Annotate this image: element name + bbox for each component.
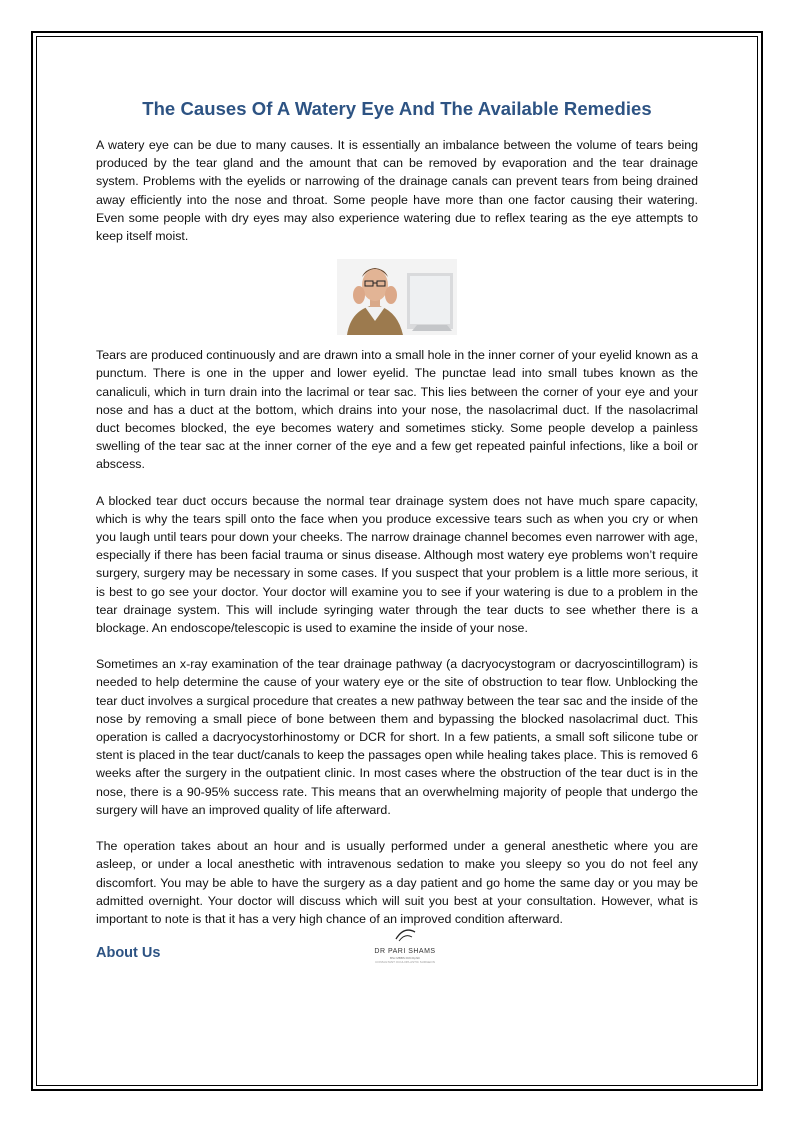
- clinic-logo: [368, 928, 442, 964]
- about-us-heading: About Us: [96, 945, 161, 962]
- paragraph-blocked-duct: A blocked tear duct occurs because the normal tear drainage system does not have much spare capacity, which is why the tears spill onto the face when you produce excessive tears such as when you cry or when you laugh until tears pour down your cheeks. The narrow drainage channel becomes even narrower with age, especially if there has been facial trauma or sinus disease. Although most watery eye problems won’t require surgery, surgery may be necessary in some cases. If you suspect that your problem is a little more serious, it is best to go see your doctor. Your doctor will examine you to see if your watering is due to a problem in the tear drainage system. This will include syringing water through the tear ducts to see whether there is a blockage. An endoscope/telescopic is used to examine the inside of your nose.: [96, 493, 698, 636]
- paragraph-operation: The operation takes about an hour and is usually performed under a general anesthetic where you are asleep, or under a local anesthetic with intravenous sedation to make you sleepy so you do not feel any discomfort. You may be able to have the surgery as a day patient and go home the same day or you may be admitted overnight. Your doctor will discuss which will suit you best at your consultation. However, what is important to note is that it has a very high chance of an improved condition afterward.: [96, 839, 698, 926]
- logo-eye-icon: [390, 928, 420, 943]
- logo-name: DR PARI SHAMS: [374, 948, 436, 956]
- logo-tagline: CONSULTANT OCULOPLASTIC SURGEON: [375, 960, 435, 965]
- paragraph-xray-surgery: Sometimes an x-ray examination of the tear drainage pathway (a dacryocystogram or dacryoscintillogram) is needed to help determine the cause of your watery eye or the site of obstruction to tear flow. Unblocking the tear duct involves a surgical procedure that creates a new pathway between the tear sac and the inside of the nose by removing a small piece of bone between them and bypassing the blocked nasolacrimal duct. This operation is called a dacryocystorhinostomy or DCR for short. In a few patients, a small soft silicone tube or stent is placed in the tear duct/canals to keep the passages open while healing takes place. This is removed 6 weeks after the surgery in the outpatient clinic. In most cases where the obstruction of the tear duct is in the nose, there is a 90-95% success rate. This means that an overwhelming majority of people that undergo the surgery will have an improved quality of life afterward.: [96, 657, 698, 817]
- paragraph-tear-production: Tears are produced continuously and are drawn into a small hole in the inner corner of your eyelid known as a punctum. There is one in the upper and lower eyelid. The punctae lead into small tubes known as the canaliculi, which in turn drain into the lacrimal or tear sac. This lies between the corner of your eye and your nose and has a duct at the bottom, which drains into your nose, the nasolacrimal duct. If the nasolacrimal duct becomes blocked, the eye becomes watery and sometimes sticky. Some people develop a painless swelling of the tear sac at the inner corner of the eye and a few get repeated painful infections, like a boil or abscess.: [96, 348, 698, 472]
- document-body: [96, 96, 698, 968]
- logo-subtitle: BSc MBBS FRCOphth: [389, 956, 420, 961]
- document-title: The Causes Of A Watery Eye And The Available Remedies: [142, 98, 652, 119]
- footer-row: [96, 928, 698, 968]
- man-at-computer-photo: [337, 259, 457, 335]
- paragraph-intro: A watery eye can be due to many causes. It is essentially an imbalance between the volume of tears being produced by the tear gland and the amount that can be removed by evaporation and the tear drainage system. Problems with the eyelids or narrowing of the drainage canals can prevent tears from being drained away efficiently into the nose and throat. Some people have more than one factor causing their watering. Even some people with dry eyes may also experience watering due to reflex tearing as the eye attempts to keep itself moist.: [96, 138, 698, 244]
